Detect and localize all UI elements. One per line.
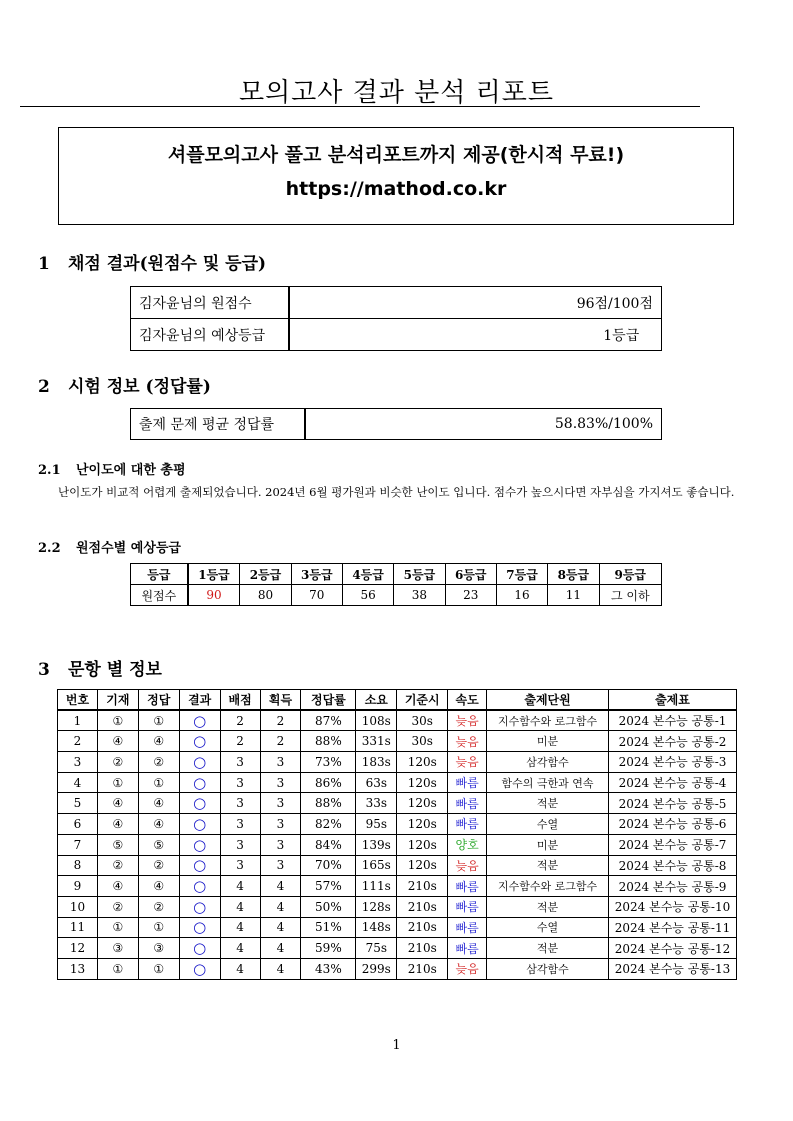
correct-answer-cell: ④ (138, 793, 179, 814)
unit-cell: 미분 (487, 834, 609, 855)
source-cell: 2024 본수능 공통-13 (608, 958, 736, 979)
time-spent-cell: 139s (356, 834, 397, 855)
correct-rate-cell: 43% (301, 958, 356, 979)
correct-answer-cell: ⑤ (138, 834, 179, 855)
header-cell: 8등급 (548, 564, 599, 585)
speed-badge: 빠름 (448, 814, 487, 835)
time-spent-cell: 331s (356, 731, 397, 752)
promo-box (58, 127, 734, 225)
correct-answer-cell: ② (138, 896, 179, 917)
header-cell: 출제표 (608, 690, 736, 711)
table-header-row (58, 690, 737, 711)
submitted-answer-cell: ② (97, 855, 138, 876)
section-number: 3 (38, 660, 50, 680)
speed-badge: 늦음 (448, 710, 487, 731)
header-cell: 4등급 (342, 564, 393, 585)
correct-answer-cell: ① (138, 917, 179, 938)
header-cell: 정답률 (301, 690, 356, 711)
correct-rate-cell: 88% (301, 793, 356, 814)
grade-value: 1등급 (289, 319, 662, 351)
points-cell: 2 (220, 731, 260, 752)
time-spent-cell: 148s (356, 917, 397, 938)
earned-cell: 2 (260, 731, 301, 752)
cutoff-cell: 56 (342, 585, 393, 606)
title-divider (20, 106, 700, 107)
table-row (58, 938, 737, 959)
correct-rate-cell: 73% (301, 752, 356, 773)
header-cell: 3등급 (291, 564, 342, 585)
result-icon: ○ (179, 917, 220, 938)
question-number-cell: 7 (58, 834, 98, 855)
correct-rate-cell: 50% (301, 896, 356, 917)
correct-answer-cell: ② (138, 855, 179, 876)
time-spent-cell: 111s (356, 876, 397, 897)
table-row (58, 793, 737, 814)
unit-cell: 지수함수와 로그함수 (487, 710, 609, 731)
submitted-answer-cell: ③ (97, 938, 138, 959)
promo-headline: 셔플모의고사 풀고 분석리포트까지 제공(한시적 무료!) (167, 144, 625, 166)
unit-cell: 적분 (487, 896, 609, 917)
correct-rate-cell: 87% (301, 710, 356, 731)
source-cell: 2024 본수능 공통-12 (608, 938, 736, 959)
table-row (58, 814, 737, 835)
submitted-answer-cell: ④ (97, 876, 138, 897)
source-cell: 2024 본수능 공통-10 (608, 896, 736, 917)
earned-cell: 4 (260, 876, 301, 897)
header-cell: 6등급 (445, 564, 496, 585)
correct-rate-cell: 86% (301, 772, 356, 793)
earned-cell: 3 (260, 752, 301, 773)
source-cell: 2024 본수능 공통-9 (608, 876, 736, 897)
section-title: 문항 별 정보 (68, 660, 162, 680)
points-cell: 3 (220, 752, 260, 773)
correct-answer-cell: ② (138, 752, 179, 773)
source-cell: 2024 본수능 공통-6 (608, 814, 736, 835)
header-cell: 정답 (138, 690, 179, 711)
speed-badge: 늦음 (448, 731, 487, 752)
reference-time-cell: 210s (397, 958, 448, 979)
time-spent-cell: 95s (356, 814, 397, 835)
result-icon: ○ (179, 814, 220, 835)
header-cell: 2등급 (240, 564, 291, 585)
speed-badge: 빠름 (448, 917, 487, 938)
earned-cell: 3 (260, 855, 301, 876)
reference-time-cell: 120s (397, 793, 448, 814)
cutoff-cell: 38 (394, 585, 445, 606)
earned-cell: 4 (260, 896, 301, 917)
points-cell: 3 (220, 834, 260, 855)
reference-time-cell: 30s (397, 731, 448, 752)
section-number: 1 (38, 254, 50, 274)
result-icon: ○ (179, 855, 220, 876)
result-icon: ○ (179, 772, 220, 793)
correct-rate-cell: 59% (301, 938, 356, 959)
correct-answer-cell: ④ (138, 876, 179, 897)
cutoff-cell: 80 (240, 585, 291, 606)
earned-cell: 3 (260, 772, 301, 793)
question-number-cell: 2 (58, 731, 98, 752)
time-spent-cell: 75s (356, 938, 397, 959)
submitted-answer-cell: ④ (97, 793, 138, 814)
time-spent-cell: 299s (356, 958, 397, 979)
result-icon: ○ (179, 958, 220, 979)
table-row (131, 585, 662, 606)
cutoff-cell: 그 이하 (599, 585, 662, 606)
speed-badge: 늦음 (448, 752, 487, 773)
header-cell: 1등급 (188, 564, 240, 585)
score-table (130, 286, 662, 351)
table-row (58, 896, 737, 917)
submitted-answer-cell: ⑤ (97, 834, 138, 855)
time-spent-cell: 128s (356, 896, 397, 917)
subsection-number: 2.1 (38, 463, 61, 478)
correct-answer-cell: ① (138, 958, 179, 979)
source-cell: 2024 본수능 공통-7 (608, 834, 736, 855)
table-row (58, 731, 737, 752)
time-spent-cell: 108s (356, 710, 397, 731)
question-number-cell: 6 (58, 814, 98, 835)
row-label: 원점수 (131, 585, 188, 606)
header-cell: 5등급 (394, 564, 445, 585)
header-cell: 기재 (97, 690, 138, 711)
header-cell: 결과 (179, 690, 220, 711)
points-cell: 4 (220, 958, 260, 979)
reference-time-cell: 210s (397, 876, 448, 897)
submitted-answer-cell: ① (97, 710, 138, 731)
points-cell: 3 (220, 814, 260, 835)
unit-cell: 함수의 극한과 연속 (487, 772, 609, 793)
difficulty-summary: 난이도가 비교적 어렵게 출제되었습니다. 2024년 6월 평가원과 비슷한 난이도 입니다. 점수가 높으시다면 자부심을 가지셔도 좋습니다. (58, 485, 735, 499)
earned-cell: 4 (260, 958, 301, 979)
subsection-2-2-heading (38, 537, 181, 556)
earned-cell: 4 (260, 938, 301, 959)
correct-answer-cell: ① (138, 710, 179, 731)
table-row (58, 752, 737, 773)
speed-badge: 양호 (448, 834, 487, 855)
submitted-answer-cell: ② (97, 896, 138, 917)
promo-url[interactable]: https://mathod.co.kr (285, 178, 507, 200)
reference-time-cell: 120s (397, 814, 448, 835)
correct-rate-cell: 82% (301, 814, 356, 835)
avg-rate-table (130, 408, 662, 440)
section-number: 2 (38, 377, 50, 397)
correct-rate-cell: 88% (301, 731, 356, 752)
reference-time-cell: 120s (397, 772, 448, 793)
submitted-answer-cell: ① (97, 772, 138, 793)
unit-cell: 지수함수와 로그함수 (487, 876, 609, 897)
correct-answer-cell: ④ (138, 814, 179, 835)
reference-time-cell: 30s (397, 710, 448, 731)
header-cell: 7등급 (496, 564, 547, 585)
correct-answer-cell: ③ (138, 938, 179, 959)
question-number-cell: 3 (58, 752, 98, 773)
question-number-cell: 10 (58, 896, 98, 917)
question-number-cell: 9 (58, 876, 98, 897)
section-title: 시험 정보 (정답률) (68, 377, 211, 397)
earned-cell: 3 (260, 814, 301, 835)
reference-time-cell: 210s (397, 896, 448, 917)
correct-rate-cell: 51% (301, 917, 356, 938)
table-row (58, 855, 737, 876)
section-title: 채점 결과(원점수 및 등급) (68, 254, 267, 274)
unit-cell: 삼각함수 (487, 752, 609, 773)
points-cell: 4 (220, 896, 260, 917)
question-number-cell: 12 (58, 938, 98, 959)
result-icon: ○ (179, 752, 220, 773)
unit-cell: 적분 (487, 938, 609, 959)
submitted-answer-cell: ① (97, 958, 138, 979)
speed-badge: 빠름 (448, 876, 487, 897)
source-cell: 2024 본수능 공통-3 (608, 752, 736, 773)
reference-time-cell: 120s (397, 855, 448, 876)
unit-cell: 미분 (487, 731, 609, 752)
question-number-cell: 5 (58, 793, 98, 814)
source-cell: 2024 본수능 공통-5 (608, 793, 736, 814)
header-cell: 번호 (58, 690, 98, 711)
speed-badge: 빠름 (448, 938, 487, 959)
question-number-cell: 11 (58, 917, 98, 938)
reference-time-cell: 120s (397, 752, 448, 773)
source-cell: 2024 본수능 공통-1 (608, 710, 736, 731)
report-title: 모의고사 결과 분석 리포트 (238, 78, 555, 108)
earned-cell: 2 (260, 710, 301, 731)
header-cell: 속도 (448, 690, 487, 711)
speed-badge: 늦음 (448, 958, 487, 979)
table-row (58, 772, 737, 793)
unit-cell: 수열 (487, 917, 609, 938)
raw-score-value: 96점/100점 (289, 287, 662, 319)
table-row (58, 876, 737, 897)
time-spent-cell: 183s (356, 752, 397, 773)
section-3-heading (38, 655, 162, 680)
cutoff-cell: 16 (496, 585, 547, 606)
unit-cell: 삼각함수 (487, 958, 609, 979)
correct-rate-cell: 70% (301, 855, 356, 876)
unit-cell: 적분 (487, 793, 609, 814)
correct-answer-cell: ④ (138, 731, 179, 752)
avg-rate-value: 58.83%/100% (305, 409, 662, 440)
subsection-number: 2.2 (38, 541, 61, 556)
speed-badge: 늦음 (448, 855, 487, 876)
subsection-title: 난이도에 대한 총평 (76, 463, 186, 478)
source-cell: 2024 본수능 공통-8 (608, 855, 736, 876)
table-row (58, 710, 737, 731)
grade-cutoff-table (130, 563, 662, 606)
source-cell: 2024 본수능 공통-4 (608, 772, 736, 793)
reference-time-cell: 210s (397, 938, 448, 959)
cutoff-cell: 90 (188, 585, 240, 606)
earned-cell: 3 (260, 793, 301, 814)
earned-cell: 4 (260, 917, 301, 938)
table-row (131, 319, 662, 351)
table-row (58, 958, 737, 979)
avg-rate-label: 출제 문제 평균 정답률 (131, 409, 305, 440)
reference-time-cell: 210s (397, 917, 448, 938)
result-icon: ○ (179, 938, 220, 959)
earned-cell: 3 (260, 834, 301, 855)
result-icon: ○ (179, 731, 220, 752)
points-cell: 4 (220, 876, 260, 897)
result-icon: ○ (179, 876, 220, 897)
question-table (57, 689, 737, 980)
header-cell: 9등급 (599, 564, 662, 585)
cutoff-cell: 23 (445, 585, 496, 606)
result-icon: ○ (179, 793, 220, 814)
question-number-cell: 4 (58, 772, 98, 793)
result-icon: ○ (179, 834, 220, 855)
source-cell: 2024 본수능 공통-11 (608, 917, 736, 938)
submitted-answer-cell: ④ (97, 731, 138, 752)
unit-cell: 수열 (487, 814, 609, 835)
question-number-cell: 13 (58, 958, 98, 979)
header-cell: 출제단원 (487, 690, 609, 711)
points-cell: 4 (220, 938, 260, 959)
section-2-heading (38, 372, 211, 397)
section-1-heading (38, 249, 266, 274)
table-row (131, 287, 662, 319)
time-spent-cell: 33s (356, 793, 397, 814)
points-cell: 2 (220, 710, 260, 731)
reference-time-cell: 120s (397, 834, 448, 855)
correct-rate-cell: 57% (301, 876, 356, 897)
submitted-answer-cell: ① (97, 917, 138, 938)
speed-badge: 빠름 (448, 896, 487, 917)
time-spent-cell: 63s (356, 772, 397, 793)
points-cell: 3 (220, 772, 260, 793)
header-cell: 등급 (131, 564, 188, 585)
submitted-answer-cell: ② (97, 752, 138, 773)
result-icon: ○ (179, 896, 220, 917)
grade-label: 김자윤님의 예상등급 (131, 319, 289, 351)
table-row (58, 834, 737, 855)
time-spent-cell: 165s (356, 855, 397, 876)
result-icon: ○ (179, 710, 220, 731)
header-cell: 획득 (260, 690, 301, 711)
page-number: 1 (392, 1038, 401, 1053)
header-cell: 기준시 (397, 690, 448, 711)
table-row (131, 409, 662, 440)
source-cell: 2024 본수능 공통-2 (608, 731, 736, 752)
points-cell: 4 (220, 917, 260, 938)
question-number-cell: 8 (58, 855, 98, 876)
header-cell: 배점 (220, 690, 260, 711)
cutoff-cell: 70 (291, 585, 342, 606)
raw-score-label: 김자윤님의 원점수 (131, 287, 289, 319)
correct-answer-cell: ① (138, 772, 179, 793)
points-cell: 3 (220, 793, 260, 814)
speed-badge: 빠름 (448, 793, 487, 814)
question-number-cell: 1 (58, 710, 98, 731)
submitted-answer-cell: ④ (97, 814, 138, 835)
table-row (58, 917, 737, 938)
subsection-title: 원점수별 예상등급 (76, 541, 181, 556)
correct-rate-cell: 84% (301, 834, 356, 855)
speed-badge: 빠름 (448, 772, 487, 793)
cutoff-cell: 11 (548, 585, 599, 606)
points-cell: 3 (220, 855, 260, 876)
unit-cell: 적분 (487, 855, 609, 876)
header-cell: 소요 (356, 690, 397, 711)
table-header-row (131, 564, 662, 585)
subsection-2-1-heading (38, 459, 186, 478)
